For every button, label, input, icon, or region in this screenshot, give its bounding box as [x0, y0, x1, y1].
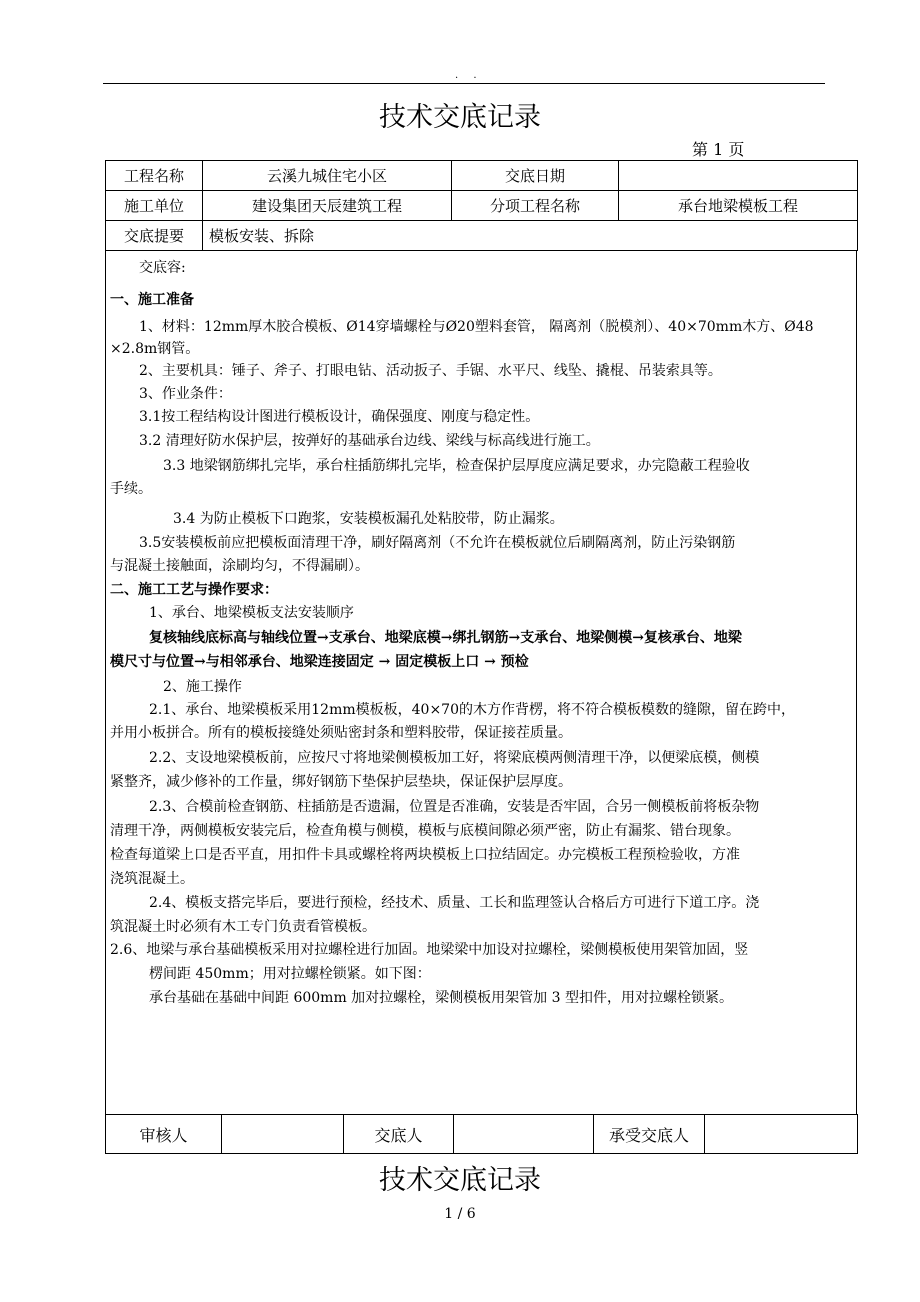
intro: 交底容:: [139, 260, 186, 276]
item-1-cont: ×2.8m钢管。: [110, 341, 200, 357]
project-name-value: 云溪九城住宅小区: [203, 161, 452, 191]
date-value: [619, 161, 858, 191]
op-2-6-cont: 楞间距 450mm；用对拉螺栓锁紧。如下图：: [149, 966, 431, 982]
sub-project-value: 承台地梁模板工程: [619, 191, 858, 221]
item-3-5-cont: 与混凝土接触面，涂刷均匀，不得漏刷）。: [110, 558, 369, 574]
flow-line-1: 复核轴线底标高与轴线位置→支承台、地梁底模→绑扎钢筋→支承台、地梁侧模→复核承台、地梁: [149, 630, 742, 646]
item-3-3: 3.3 地梁钢筋绑扎完毕，承台柱插筋绑扎完毕，检查保护层厚度应满足要求，办完隐蔽工程验收: [163, 458, 750, 474]
flow-line-2: 模尺寸与位置→与相邻承台、地梁连接固定 → 固定模板上口 → 预检: [110, 654, 529, 670]
op-2-4: 2.4、模板支搭完毕后，要进行预检，经技术、质量、工长和监理签认合格后方可进行下道工序。浇: [149, 895, 760, 911]
section-1-heading: 一、施工准备: [110, 292, 194, 308]
method-2: 2、施工操作: [163, 679, 242, 695]
op-2-2-cont: 紧整齐，减少修补的工作量，绑好钢筋下垫保护层垫块，保证保护层厚度。: [110, 774, 572, 790]
op-2-3-cont1: 清理干净，两侧模板安装完后，检查角模与侧模，模板与底模间隙必须严密，防止有漏浆、错台现象。: [110, 823, 740, 839]
op-2-3-cont2: 检查每道梁上口是否平直，用扣件卡具或螺栓将两块模板上口拉结固定。办完模板工程预检验收，方准: [110, 847, 740, 863]
sub-project-label: 分项工程名称: [452, 191, 619, 221]
page-title: 技术交底记录: [379, 102, 541, 133]
page-number: 第 1 页: [692, 140, 745, 159]
content-area: [105, 250, 857, 1114]
project-name-label: 工程名称: [106, 161, 203, 191]
op-2-3: 2.3、合模前检查钢筋、柱插筋是否遗漏，位置是否准确，安装是否牢固，合另一侧模板前将板杂物: [149, 799, 760, 815]
item-3-4: 3.4 为防止模板下口跑浆，安装模板漏孔处粘胶带，防止漏浆。: [173, 511, 564, 527]
item-3-5: 3.5安装模板前应把模板面清理干净，刷好隔离剂（不允许在模板就位后刷隔离剂，防止污染钢筋: [139, 535, 736, 551]
item-2: 2、主要机具：锤子、斧子、打眼电钻、活动扳子、手锯、水平尺、线坠、撬棍、吊装索具等。: [139, 363, 722, 379]
item-3-2: 3.2 清理好防水保护层，按弹好的基础承台边线、梁线与标高线进行施工。: [139, 433, 600, 449]
op-2-1-cont: 并用小板拼合。所有的模板接缝处须贴密封条和塑料胶带，保证接茬质量。: [110, 725, 572, 741]
page-title-repeat: 技术交底记录: [379, 1165, 541, 1196]
op-2-2: 2.2、支设地梁模板前，应按尺寸将地梁侧模板加工好，将梁底模两侧清理干净，以便梁底模，侧模: [149, 750, 760, 766]
header-rule: [103, 83, 825, 84]
discloser-label: 交底人: [344, 1115, 454, 1154]
summary-label: 交底提要: [106, 221, 203, 251]
op-2-6-note: 承台基础在基础中间距 600mm 加对拉螺栓，梁侧模板用架管加 3 型扣件，用对拉螺栓锁紧。: [149, 990, 733, 1006]
info-table: [105, 160, 858, 251]
unit-value: 建设集团天辰建筑工程: [203, 191, 452, 221]
unit-label: 施工单位: [106, 191, 203, 221]
receiver-value: [705, 1115, 858, 1154]
receiver-label: 承受交底人: [594, 1115, 705, 1154]
signature-table: [105, 1114, 858, 1154]
summary-value: 模板安装、拆除: [203, 221, 858, 251]
header-dots: . .: [455, 70, 483, 81]
reviewer-value: [222, 1115, 344, 1154]
reviewer-label: 审核人: [106, 1115, 222, 1154]
item-3: 3、作业条件：: [139, 386, 232, 402]
item-3-3-cont: 手续。: [110, 481, 152, 497]
section-2-heading: 二、施工工艺与操作要求：: [110, 582, 278, 598]
method-1: 1、承台、地梁模板支法安装顺序: [149, 605, 354, 621]
op-2-3-cont3: 浇筑混凝土。: [110, 871, 194, 887]
date-label: 交底日期: [452, 161, 619, 191]
op-2-4-cont: 筑混凝土时必须有木工专门负责看管模板。: [110, 919, 376, 935]
item-1: 1、材料：12mm厚木胶合模板、Ø14穿墙螺栓与Ø20塑料套管， 隔离剂（脱模剂）、40×70mm木方、Ø48: [139, 319, 814, 335]
page-footer: 1 / 6: [444, 1206, 476, 1222]
op-2-1: 2.1、承台、地梁模板采用12mm模板板，40×70的木方作背楞，将不符合模板模数的缝隙，留在跨中，: [149, 702, 795, 718]
discloser-value: [454, 1115, 594, 1154]
item-3-1: 3.1按工程结构设计图进行模板设计，确保强度、刚度与稳定性。: [139, 409, 540, 425]
op-2-6: 2.6、地梁与承台基础模板采用对拉螺栓进行加固。地梁梁中加设对拉螺栓，梁侧模板使用架管加固，竖: [110, 942, 749, 958]
